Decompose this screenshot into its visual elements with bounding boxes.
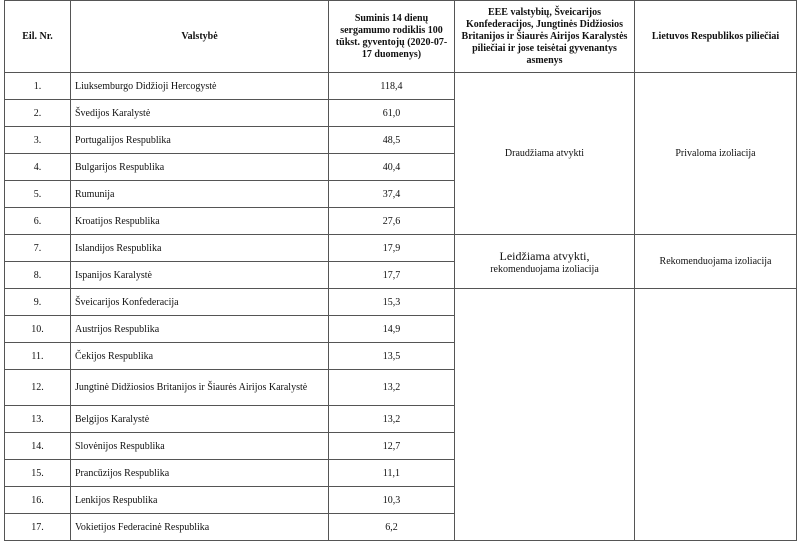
country-name: Belgijos Karalystė (71, 406, 329, 433)
row-number: 16. (5, 487, 71, 514)
header-rate: Suminis 14 dienų sergamumo rodiklis 100 tūkst. gyventojų (2020-07-17 duomenys) (329, 1, 455, 73)
lt-restriction-recommended: Rekomenduojama izoliacija (635, 235, 797, 289)
row-number: 1. (5, 73, 71, 100)
country-name: Bulgarijos Respublika (71, 154, 329, 181)
row-number: 13. (5, 406, 71, 433)
incidence-rate: 27,6 (329, 208, 455, 235)
header-nr: Eil. Nr. (5, 1, 71, 73)
incidence-rate: 12,7 (329, 433, 455, 460)
country-name: Šveicarijos Konfederacija (71, 289, 329, 316)
incidence-rate: 15,3 (329, 289, 455, 316)
row-number: 17. (5, 514, 71, 541)
row-number: 10. (5, 316, 71, 343)
country-name: Čekijos Respublika (71, 343, 329, 370)
row-number: 9. (5, 289, 71, 316)
incidence-rate: 11,1 (329, 460, 455, 487)
country-name: Švedijos Karalystė (71, 100, 329, 127)
incidence-rate: 17,9 (329, 235, 455, 262)
incidence-rate: 6,2 (329, 514, 455, 541)
country-name: Rumunija (71, 181, 329, 208)
header-row (5, 1, 797, 73)
restrictions-table (4, 0, 797, 541)
table-row (5, 73, 797, 100)
row-number: 6. (5, 208, 71, 235)
header-eee-citizens: EEE valstybių, Šveicarijos Konfederacijos, Jungtinės Didžiosios Britanijos ir Šiaurės Airijos Karalystės piliečiai ir jose teisėtai gyvenantys asmenys (455, 1, 635, 73)
country-name: Lenkijos Respublika (71, 487, 329, 514)
country-name: Liuksemburgo Didžioji Hercogystė (71, 73, 329, 100)
lt-restriction-empty (635, 289, 797, 541)
incidence-rate: 61,0 (329, 100, 455, 127)
incidence-rate: 13,5 (329, 343, 455, 370)
country-name: Prancūzijos Respublika (71, 460, 329, 487)
row-number: 7. (5, 235, 71, 262)
eee-restriction-allowed (455, 235, 635, 289)
eee-allowed-line1: Leidžiama atvykti, (499, 248, 590, 263)
country-name: Ispanijos Karalystė (71, 262, 329, 289)
table-row (5, 289, 797, 316)
row-number: 5. (5, 181, 71, 208)
country-name: Portugalijos Respublika (71, 127, 329, 154)
lt-restriction-mandatory: Privaloma izoliacija (635, 73, 797, 235)
incidence-rate: 17,7 (329, 262, 455, 289)
eee-restriction-empty (455, 289, 635, 541)
country-name: Jungtinė Didžiosios Britanijos ir Šiaurės Airijos Karalystė (71, 370, 329, 406)
row-number: 3. (5, 127, 71, 154)
incidence-rate: 14,9 (329, 316, 455, 343)
row-number: 12. (5, 370, 71, 406)
incidence-rate: 37,4 (329, 181, 455, 208)
row-number: 14. (5, 433, 71, 460)
incidence-rate: 13,2 (329, 370, 455, 406)
country-name: Vokietijos Federacinė Respublika (71, 514, 329, 541)
country-name: Slovėnijos Respublika (71, 433, 329, 460)
incidence-rate: 40,4 (329, 154, 455, 181)
country-name: Islandijos Respublika (71, 235, 329, 262)
header-country: Valstybė (71, 1, 329, 73)
row-number: 2. (5, 100, 71, 127)
table-row (5, 235, 797, 262)
incidence-rate: 118,4 (329, 73, 455, 100)
incidence-rate: 10,3 (329, 487, 455, 514)
country-name: Kroatijos Respublika (71, 208, 329, 235)
eee-allowed-line2: rekomenduojama izoliacija (490, 263, 599, 275)
country-name: Austrijos Respublika (71, 316, 329, 343)
incidence-rate: 48,5 (329, 127, 455, 154)
row-number: 4. (5, 154, 71, 181)
header-lt-citizens: Lietuvos Respublikos piliečiai (635, 1, 797, 73)
incidence-rate: 13,2 (329, 406, 455, 433)
row-number: 15. (5, 460, 71, 487)
eee-restriction-prohibited: Draudžiama atvykti (455, 73, 635, 235)
row-number: 8. (5, 262, 71, 289)
row-number: 11. (5, 343, 71, 370)
